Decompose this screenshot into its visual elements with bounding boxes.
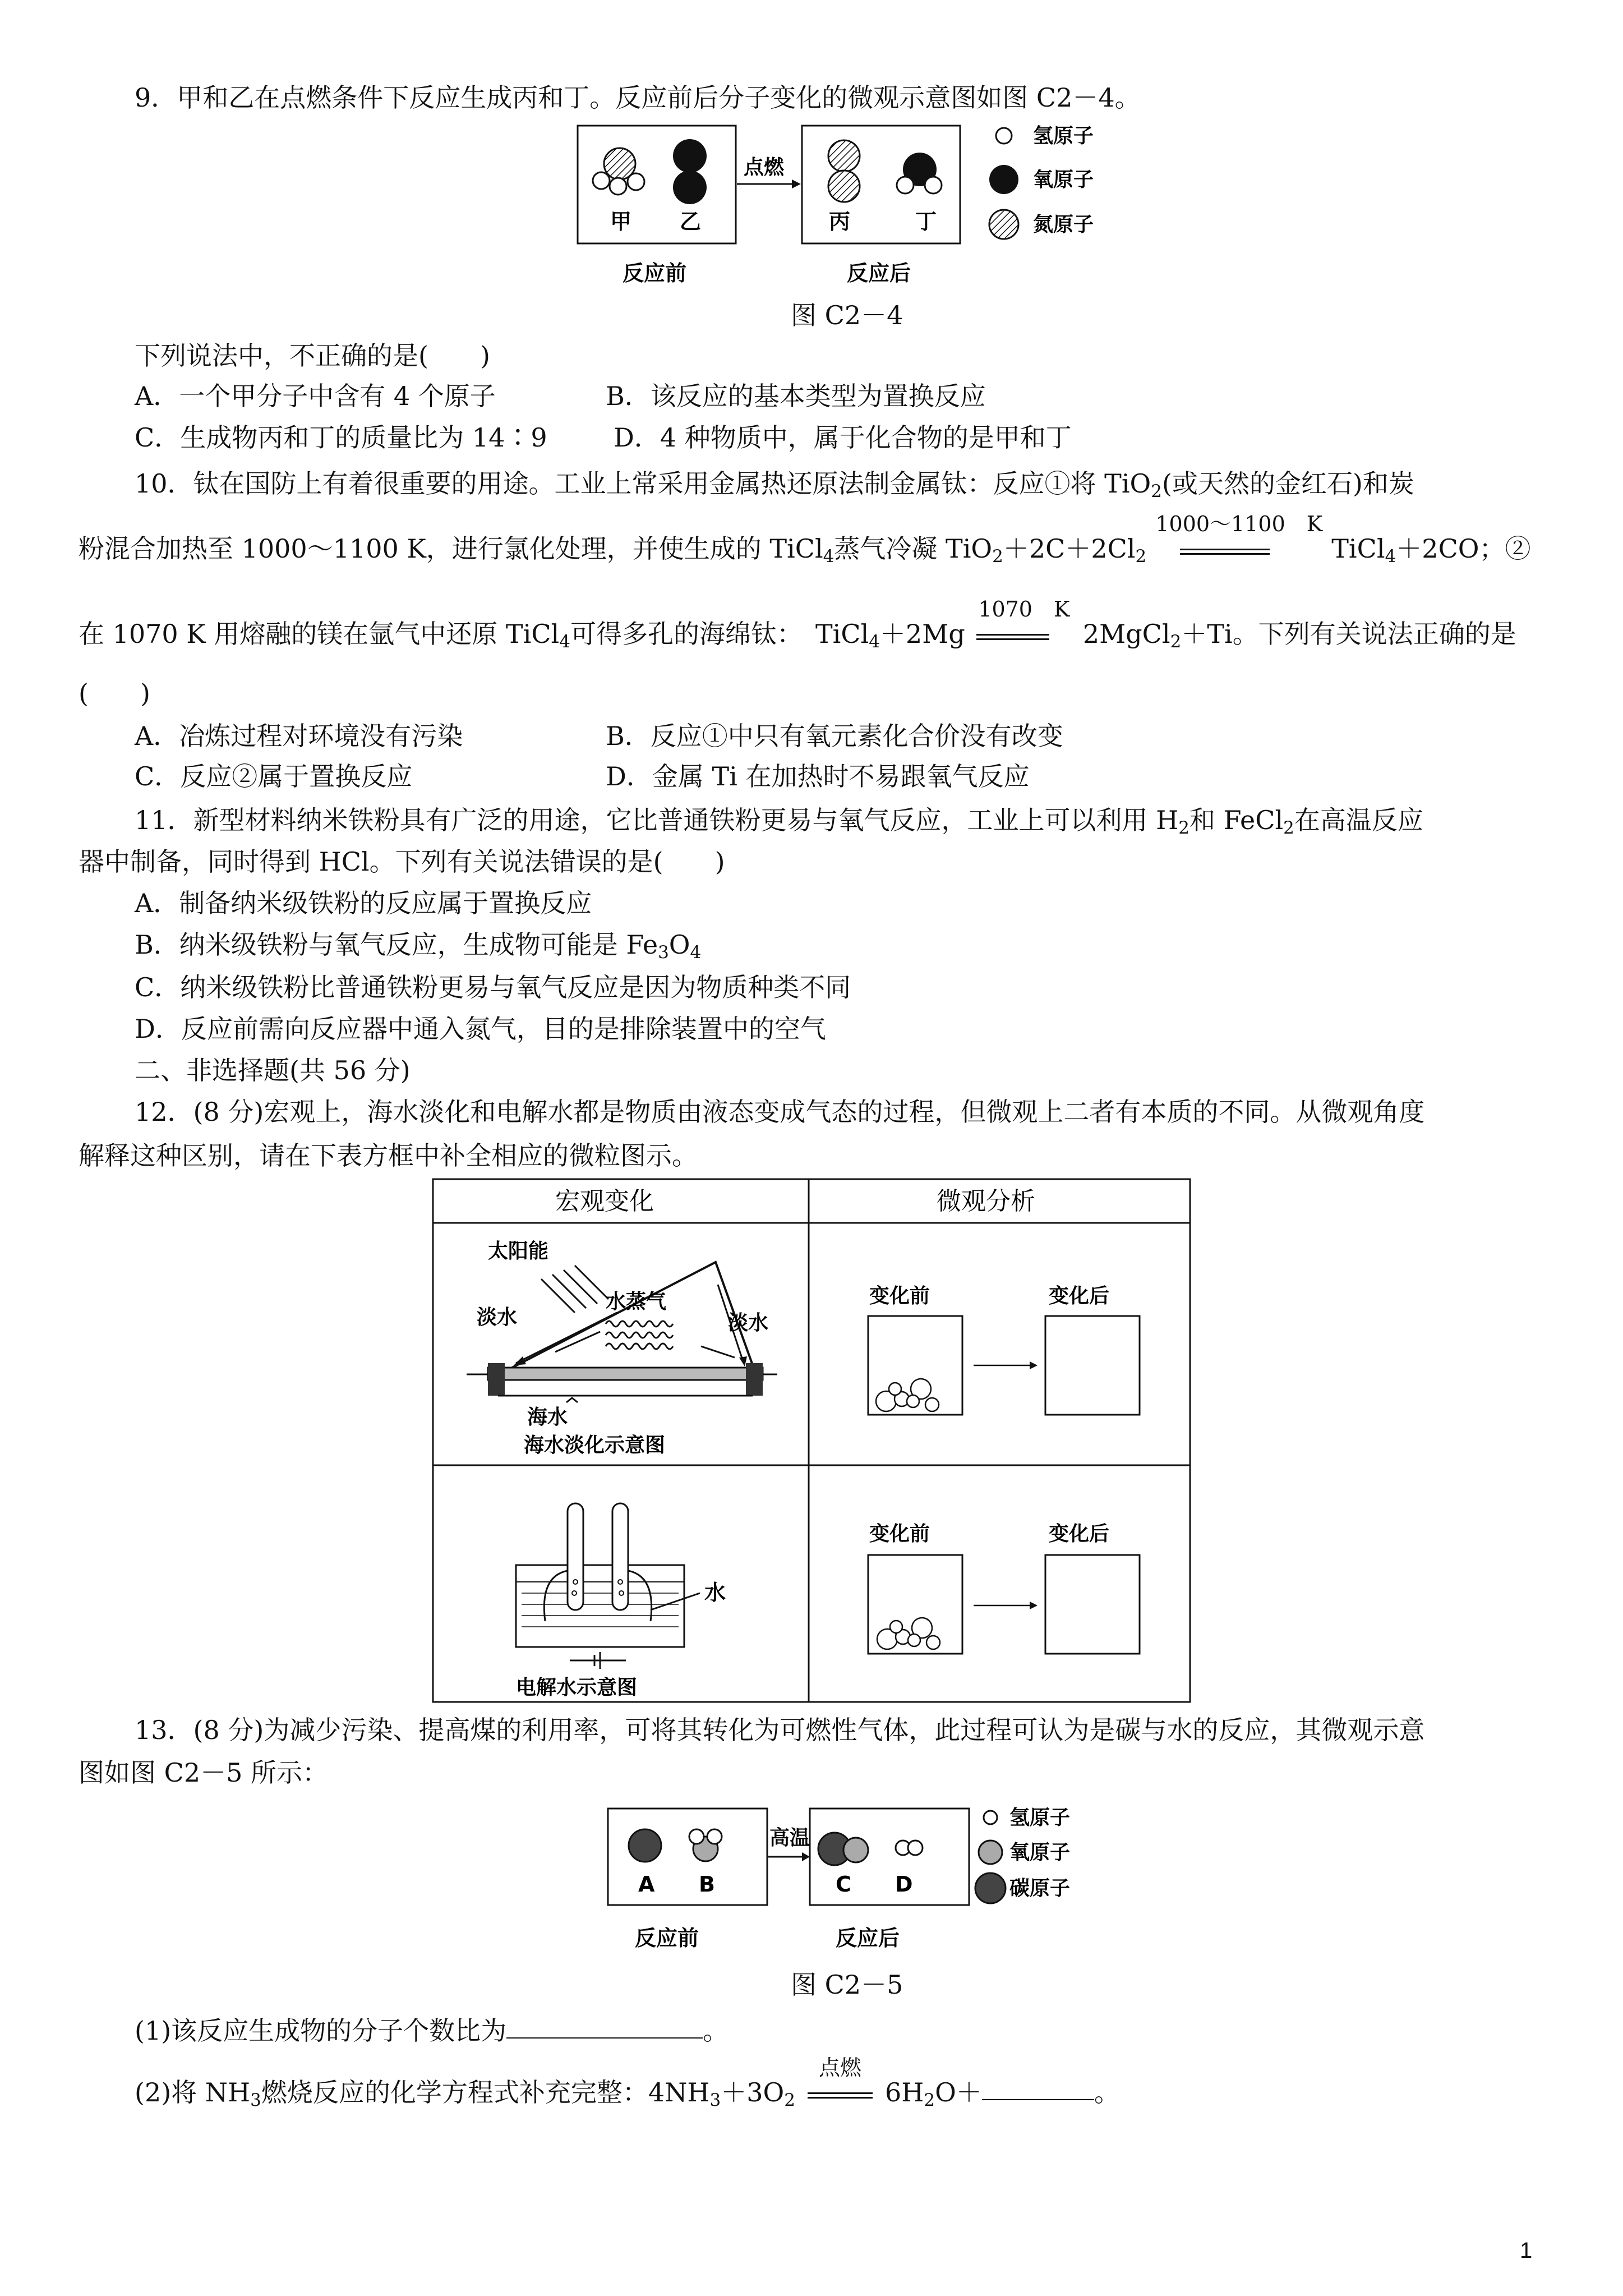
label-a: A [638,1872,655,1897]
label-bing: 丙 [829,209,851,234]
reaction-condition-1: 1000～1100 K [1155,512,1323,536]
figure-c2-4 [561,118,1122,303]
legend-h-icon [996,128,1012,144]
table-header-micro: 微观分析 [937,1187,1035,1216]
label-after-row1: 变化后 [1049,1285,1110,1308]
molecule-jia-h-atom [610,178,626,195]
q11-option-d: D．反应前需向反应器中通入氮气，目的是排除装置中的空气 [135,1014,826,1044]
q10-option-d: D．金属 Ti 在加热时不易跟氧气反应 [606,761,1030,792]
electrolysis-caption: 电解水示意图 [516,1676,638,1699]
label-vapor: 水蒸气 [606,1290,667,1313]
electrolysis-diagram [516,1503,726,1699]
figure-c2-5 [606,1801,1099,1963]
q10-line-2: 粉混合加热至 1000～1100 K，进行氯化处理，并使生成的 TiCl$_4$蒸气冷凝 $TiO_2+2C+2Cl_2$ 1000～1100 K TiCl$_4$＋2CO；② [79,512,1531,567]
q13-part-1: (1)该反应生成物的分子个数比为 。 [135,2014,728,2047]
q11-option-a: A．制备纳米级铁粉的反应属于置换反应 [135,888,592,918]
molecule-b-h-atom [707,1829,722,1844]
molecule-jia-h-atom [593,172,610,189]
label-after-row2: 变化后 [1049,1522,1110,1545]
legend-o-icon [989,165,1018,194]
molecule-d-h-atom [908,1841,923,1855]
q11-option-c: C．纳米级铁粉比普通铁粉更易与氧气反应是因为物质种类不同 [135,972,851,1002]
q9-stem: 9．甲和乙在点燃条件下反应生成丙和丁。反应前后分子变化的微观示意图如图 C2－4。 [135,82,1141,113]
label-before: 反应前 [623,261,687,286]
legend-h-label: 氢原子 [1009,1806,1071,1829]
label-after: 反应后 [847,261,911,286]
q13-line-2: 图如图 C2－5 所示： [79,1757,328,1788]
label-after: 反应后 [836,1926,900,1950]
answer-blank-2[interactable] [982,2076,1094,2100]
q12-table [432,1178,1195,1705]
label-ding: 丁 [915,209,937,234]
q10-option-c: C．反应②属于置换反应 [135,761,413,792]
legend-h-label: 氢原子 [1033,125,1094,148]
label-before-row2: 变化前 [869,1522,930,1545]
figure-caption-c2-4: 图 C2－4 [791,300,903,330]
molecule-a-c-atom [629,1829,661,1862]
legend-o-label: 氧原子 [1033,168,1094,191]
legend-h-icon [984,1811,997,1824]
desalination-diagram [467,1239,777,1457]
label-solar: 太阳能 [488,1240,549,1263]
q10-option-b: B．反应①中只有氧元素化合价没有改变 [606,721,1063,751]
q11-line-2: 器中制备，同时得到 HCl。下列有关说法错误的是( ) [79,846,725,877]
q9-option-b: B．该反应的基本类型为置换反应 [606,381,986,411]
molecule-ding-h-atom [925,177,942,194]
table-header-macro: 宏观变化 [555,1187,654,1216]
molecule-yi-o-atom [673,171,707,204]
q10-line-1: 10．钛在国防上有着很重要的用途。工业上常采用金属热还原法制金属钛：反应①将 TiO$_2$(或天然的金红石)和炭 [135,468,1414,501]
answer-blank-1[interactable] [506,2014,703,2039]
q13-line-1: 13．(8 分)为减少污染、提高煤的利用率，可将其转化为可燃性气体，此过程可认为是碳与水的反应，其微观示意 [135,1715,1425,1745]
q10-answer-bracket: ( ) [79,678,150,708]
label-c: C [836,1872,851,1897]
legend-n-label: 氮原子 [1033,213,1094,236]
label-water: 水 [704,1580,726,1605]
reaction-condition: 点燃 [744,156,785,179]
reaction-condition-2: 1070 K [978,597,1070,622]
reaction-condition-q13: 点燃 [818,2055,861,2080]
molecule-bing-n-atom [828,171,860,202]
molecule-yi-o-atom [673,139,707,173]
label-before: 反应前 [635,1926,699,1950]
reaction-condition: 高温 [769,1826,810,1849]
section-heading: 二、非选择题(共 56 分) [135,1055,411,1085]
molecule-ding-h-atom [897,177,914,194]
q9-question: 下列说法中，不正确的是( ) [135,341,490,371]
label-yi: 乙 [680,209,702,234]
label-b: B [699,1872,715,1897]
figure-caption-c2-5: 图 C2－5 [791,1970,903,2000]
q10-option-a: A．冶炼过程对环境没有污染 [135,721,463,751]
micro-analysis-electrolysis [868,1522,1140,1654]
legend-c-icon [975,1873,1006,1903]
legend-n-icon [989,210,1018,239]
q13-part-2: (2)将 $NH_3$燃烧反应的化学方程式补充完整：$4NH_3+3O_2$ 点燃 $6H_2O+$ 。 [135,2055,1120,2110]
molecule-c-o-atom [843,1838,868,1862]
molecule-jia-h-atom [628,173,644,190]
q12-line-2: 解释这种区别，请在下表方框中补全相应的微粒图示。 [79,1140,698,1171]
micro-analysis-desalination [868,1285,1140,1415]
q9-option-d: D．4 种物质中，属于化合物的是甲和丁 [614,422,1072,453]
legend-o-label: 氧原子 [1009,1841,1071,1864]
q11-option-b: B．纳米级铁粉与氧气反应，生成物可能是 $Fe_3O_4$ [135,930,702,963]
page-number: 1 [1520,2238,1533,2263]
molecule-b-h-atom [689,1829,704,1844]
label-fresh-water-right: 淡水 [728,1312,769,1335]
label-seawater: 海水 [527,1406,568,1429]
label-d: D [895,1872,913,1897]
legend-c-label: 碳原子 [1009,1877,1071,1900]
q12-line-1: 12．(8 分)宏观上，海水淡化和电解水都是物质由液态变成气态的过程，但微观上二者有本质的不同。从微观角度 [135,1097,1425,1127]
label-before-row1: 变化前 [869,1285,930,1308]
molecule-bing-n-atom [828,140,860,172]
label-fresh-water-left: 淡水 [477,1306,518,1329]
q9-option-c: C．生成物丙和丁的质量比为 14∶9 [135,422,547,453]
q9-option-a: A．一个甲分子中含有 4 个原子 [135,381,496,411]
legend-o-icon [979,1841,1002,1864]
q11-line-1: 11．新型材料纳米铁粉具有广泛的用途，它比普通铁粉更易与氧气反应，工业上可以利用 $H_2$和 FeCl$_2$在高温反应 [135,805,1423,838]
label-jia: 甲 [610,209,632,234]
desalination-caption: 海水淡化示意图 [524,1434,666,1457]
q10-line-3: 在 1070 K 用熔融的镁在氩气中还原 TiCl$_4$可得多孔的海绵钛： TiCl$_4$＋2Mg 1070 K 2MgCl$_2$＋Ti。下列有关说法正确的是 [79,597,1516,652]
